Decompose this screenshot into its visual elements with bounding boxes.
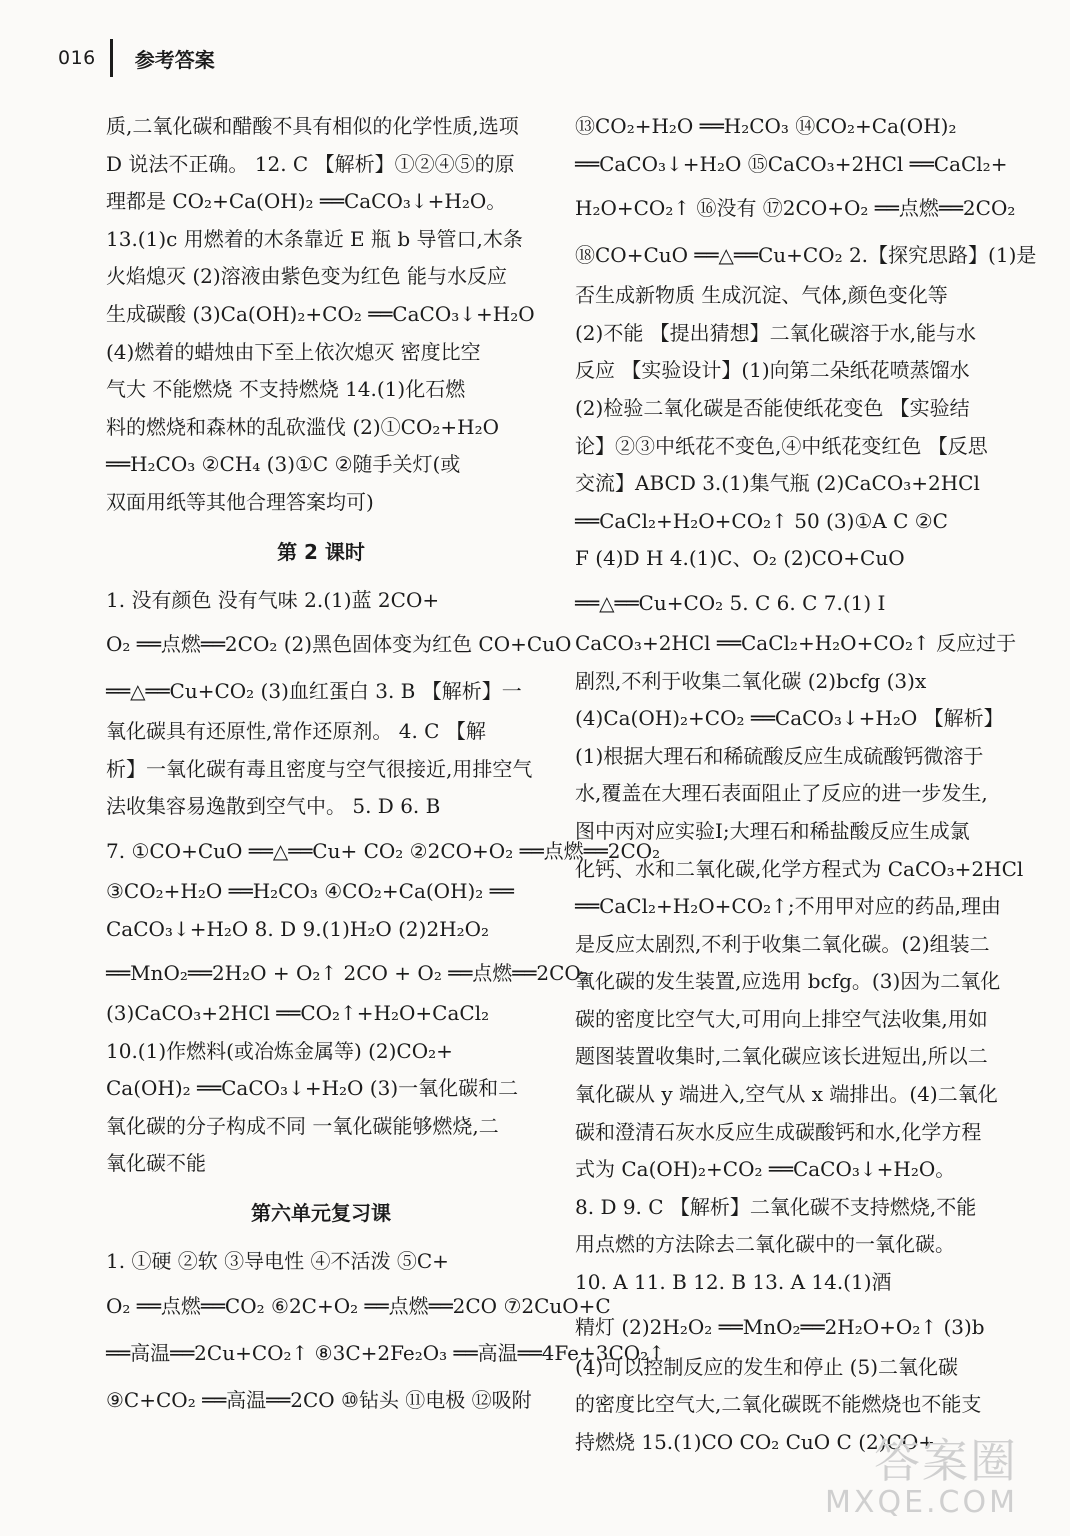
answer-line: 反应 【实验设计】(1)向第二朵纸花喷蒸馏水	[575, 358, 970, 383]
answer-line: (4)Ca(OH)₂+CO₂ ══CaCO₃↓+H₂O 【解析】	[575, 706, 1004, 731]
answer-line: ⑨C+CO₂ ══高温══2CO ⑩钻头 ⑪电极 ⑫吸附	[106, 1387, 532, 1412]
answer-line: 1. ①硬 ②软 ③导电性 ④不活泼 ⑤C+	[106, 1249, 449, 1274]
answer-line: 氧化碳的分子构成不同 一氧化碳能够燃烧,二	[106, 1113, 499, 1138]
watermark-text-en: MXQE.COM	[825, 1485, 1018, 1520]
answer-line: 质,二氧化碳和醋酸不具有相似的化学性质,选项	[106, 114, 519, 138]
answer-line: 用点燃的方法除去二氧化碳中的一氧化碳。	[575, 1232, 955, 1257]
answer-line: H₂O+CO₂↑ ⑯没有 ⑰2CO+O₂ ══点燃══2CO₂	[575, 196, 1016, 221]
answer-line: Ca(OH)₂ ══CaCO₃↓+H₂O (3)一氧化碳和二	[106, 1076, 519, 1101]
answer-line: (2)检验二氧化碳是否能使纸花变色 【实验结	[575, 395, 970, 420]
watermark-logo	[825, 1434, 1018, 1520]
answer-line: 题图装置收集时,二氧化碳应该长进短出,所以二	[575, 1044, 988, 1069]
answer-line: 氧化碳不能	[106, 1151, 206, 1176]
answer-line: 碳和澄清石灰水反应生成碳酸钙和水,化学方程	[575, 1119, 982, 1144]
answer-line: 双面用纸等其他合理答案均可)	[106, 489, 374, 514]
answer-line: 氧化碳的发生装置,应选用 bcfg。(3)因为二氧化	[575, 969, 1001, 994]
answer-line: 料的燃烧和森林的乱砍滥伐 (2)①CO₂+H₂O	[106, 414, 500, 439]
answer-line: 图中丙对应实验Ⅰ;大理石和稀盐酸反应生成氯	[575, 818, 970, 843]
page-number: 016	[58, 47, 96, 69]
answer-line: 论】②③中纸花不变色,④中纸花变红色 【反思	[575, 433, 988, 458]
answer-line: 理都是 CO₂+Ca(OH)₂ ══CaCO₃↓+H₂O。	[106, 189, 507, 214]
answer-line: 化钙、水和二氧化碳,化学方程式为 CaCO₃+2HCl	[575, 856, 1024, 881]
answer-line: (3)CaCO₃+2HCl ══CO₂↑+H₂O+CaCl₂	[106, 1001, 490, 1026]
answer-line: ══H₂CO₃ ②CH₄ (3)①C ②随手关灯(或	[106, 452, 461, 477]
section-title: 第 2 课时	[277, 539, 365, 564]
answer-line: (4)燃着的蜡烛由下至上依次熄灭 密度比空	[106, 339, 481, 364]
answer-line: 10. A 11. B 12. B 13. A 14.(1)酒	[575, 1270, 892, 1295]
left-answer-column	[106, 108, 665, 1422]
answer-line: 剧烈,不利于收集二氧化碳 (2)bcfg (3)x	[575, 668, 927, 693]
answer-line: 1. 没有颜色 没有气味 2.(1)蓝 2CO+	[106, 587, 440, 612]
header-divider	[110, 39, 113, 77]
answer-line: ⑱CO+CuO ══△══Cu+CO₂ 2.【探究思路】(1)是	[575, 243, 1037, 268]
answer-line: 法收集容易逸散到空气中。 5. D 6. B	[106, 794, 441, 819]
answer-line: ══△══Cu+CO₂ 5. C 6. C 7.(1) Ⅰ	[575, 590, 886, 615]
answer-line: 水,覆盖在大理石表面阻止了反应的进一步发生,	[575, 781, 988, 806]
answer-line: 火焰熄灭 (2)溶液由紫色变为红色 能与水反应	[106, 264, 508, 289]
answer-line: 10.(1)作燃料(或冶炼金属等) (2)CO₂+	[106, 1038, 453, 1063]
watermark-text-cn: 答案圈	[874, 1434, 1018, 1488]
answer-line: CaCO₃+2HCl ══CaCl₂+H₂O+CO₂↑ 反应过于	[575, 630, 1017, 655]
answer-line: 交流】ABCD 3.(1)集气瓶 (2)CaCO₃+2HCl	[575, 471, 980, 496]
page-header	[58, 38, 215, 78]
answer-line: O₂ ══点燃══2CO₂ (2)黑色固体变为红色 CO+CuO	[106, 632, 572, 657]
answer-line: 精灯 (2)2H₂O₂ ══MnO₂══2H₂O+O₂↑ (3)b	[575, 1314, 985, 1339]
answer-line: CaCO₃↓+H₂O 8. D 9.(1)H₂O (2)2H₂O₂	[106, 916, 490, 941]
answer-line: ⑬CO₂+H₂O ══H₂CO₃ ⑭CO₂+Ca(OH)₂	[575, 114, 957, 138]
answer-line: 8. D 9. C 【解析】二氧化碳不支持燃烧,不能	[575, 1194, 977, 1219]
answer-line: 碳的密度比空气大,可用向上排空气法收集,用如	[575, 1006, 988, 1031]
header-title: 参考答案	[134, 47, 215, 72]
answer-line: ③CO₂+H₂O ══H₂CO₃ ④CO₂+Ca(OH)₂ ══	[106, 878, 514, 903]
section-title: 第六单元复习课	[251, 1201, 391, 1226]
answer-line: ══MnO₂══2H₂O + O₂↑ 2CO + O₂ ══点燃══2CO₂	[106, 961, 589, 986]
answer-line: 生成碳酸 (3)Ca(OH)₂+CO₂ ══CaCO₃↓+H₂O	[106, 301, 535, 326]
answer-line: 氧化碳从 y 端进入,空气从 x 端排出。(4)二氧化	[575, 1082, 998, 1107]
answer-line: 气大 不能燃烧 不支持燃烧 14.(1)化石燃	[106, 377, 466, 402]
answer-line: 是反应太剧烈,不利于收集二氧化碳。(2)组装二	[575, 931, 990, 956]
answer-line: 析】一氧化碳有毒且密度与空气很接近,用排空气	[106, 756, 533, 781]
answer-line: 否生成新物质 生成沉淀、气体,颜色变化等	[575, 283, 948, 308]
answer-line: 氧化碳具有还原性,常作还原剂。 4. C 【解	[106, 719, 486, 744]
answer-line: F (4)D H 4.(1)C、O₂ (2)CO+CuO	[575, 546, 905, 571]
answer-line: 7. ①CO+CuO ══△══Cu+ CO₂ ②2CO+O₂ ══点燃══2CO₂	[106, 838, 661, 863]
answer-line: ══△══Cu+CO₂ (3)血红蛋白 3. B 【解析】一	[106, 679, 522, 704]
answer-line: ══CaCl₂+H₂O+CO₂↑ 50 (3)①A C ②C	[575, 508, 948, 533]
answer-line: O₂ ══点燃══CO₂ ⑥2C+O₂ ══点燃══2CO ⑦2CuO+C	[106, 1293, 611, 1318]
answer-line: 持燃烧 15.(1)CO CO₂ CuO C (2)CO+	[575, 1429, 936, 1454]
answer-line: 的密度比空气大,二氧化碳既不能燃烧也不能支	[575, 1392, 982, 1417]
answer-line: (4)可以控制反应的发生和停止 (5)二氧化碳	[575, 1354, 959, 1379]
answer-line: (2)不能 【提出猜想】二氧化碳溶于水,能与水	[575, 320, 977, 345]
answer-line: 13.(1)c 用燃着的木条靠近 E 瓶 b 导管口,木条	[106, 226, 523, 251]
answer-line: D 说法不正确。 12. C 【解析】①②④⑤的原	[106, 151, 515, 176]
answer-line: ══CaCl₂+H₂O+CO₂↑;不用甲对应的药品,理由	[575, 894, 1001, 919]
answer-line: ══高温══2Cu+CO₂↑ ⑧3C+2Fe₂O₃ ══高温══4Fe+3CO₂↑	[106, 1340, 665, 1365]
answer-line: 式为 Ca(OH)₂+CO₂ ══CaCO₃↓+H₂O。	[575, 1157, 956, 1182]
answer-line: (1)根据大理石和稀硫酸反应生成硫酸钙微溶于	[575, 743, 984, 768]
answer-line: ══CaCO₃↓+H₂O ⑮CaCO₃+2HCl ══CaCl₂+	[575, 151, 1008, 176]
